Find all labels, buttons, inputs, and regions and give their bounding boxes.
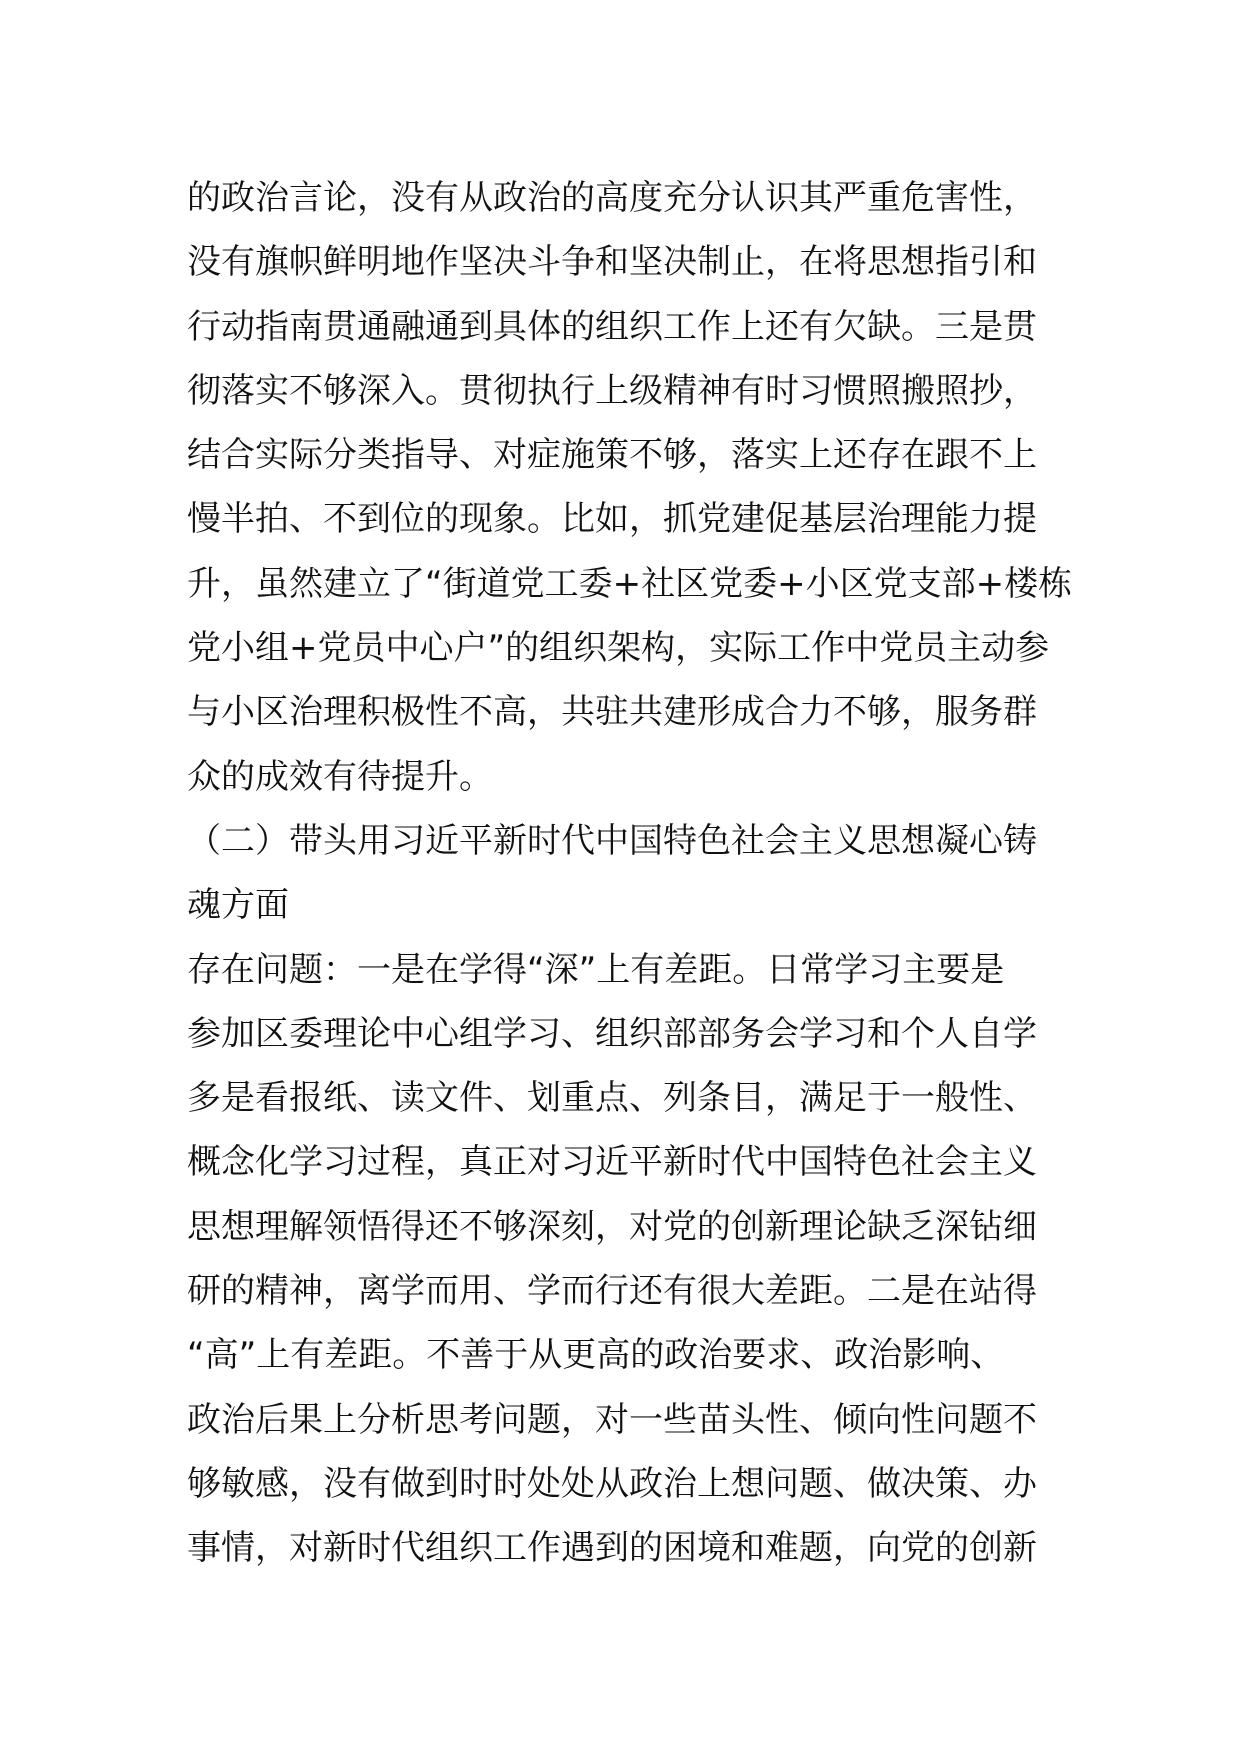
text-line: 升，虽然建立了“街道党工委+社区党委+小区党支部+楼栋 — [187, 563, 1073, 604]
text-line: 参加区委理论中心组学习、组织部部务会学习和个人自学 — [187, 1013, 1037, 1054]
text-line: “高”上有差距。不善于从更高的政治要求、政治影响、 — [187, 1335, 1005, 1376]
body-text — [187, 166, 1073, 1581]
text-line: 多是看报纸、读文件、划重点、列条目，满足于一般性、 — [187, 1078, 1037, 1119]
section-heading-line: 魂方面 — [187, 885, 289, 926]
text-line: 的政治言论，没有从政治的高度充分认识其严重危害性， — [187, 178, 1037, 218]
text-line: 研的精神，离学而用、学而行还有很大差距。二是在站得 — [187, 1271, 1037, 1312]
text-line: 存在问题：一是在学得“深”上有差距。日常学习主要是 — [187, 949, 1005, 990]
text-line: 与小区治理积极性不高，共驻共建形成合力不够，服务群 — [187, 692, 1037, 733]
text-line: 没有旗帜鲜明地作坚决斗争和坚决制止，在将思想指引和 — [187, 242, 1037, 283]
text-line: 够敏感，没有做到时时处处从政治上想问题、做决策、办 — [187, 1463, 1037, 1504]
text-line: 事情，对新时代组织工作遇到的困境和难题，向党的创新 — [187, 1528, 1037, 1569]
text-line: 党小组+党员中心户”的组织架构，实际工作中党员主动参 — [187, 628, 1050, 669]
text-line: 概念化学习过程，真正对习近平新时代中国特色社会主义 — [187, 1142, 1037, 1183]
text-line: 彻落实不够深入。贯彻执行上级精神有时习惯照搬照抄， — [187, 370, 1037, 411]
text-line: 思想理解领悟得还不够深刻，对党的创新理论缺乏深钻细 — [187, 1206, 1037, 1247]
text-line: 众的成效有待提升。 — [187, 756, 493, 797]
text-line: 慢半拍、不到位的现象。比如，抓党建促基层治理能力提 — [187, 499, 1037, 540]
text-line: 行动指南贯通融通到具体的组织工作上还有欠缺。三是贯 — [187, 306, 1037, 347]
text-line: 政治后果上分析思考问题，对一些苗头性、倾向性问题不 — [187, 1399, 1037, 1440]
text-line: 结合实际分类指导、对症施策不够，落实上还存在跟不上 — [187, 435, 1037, 476]
section-heading-line: （二）带头用习近平新时代中国特色社会主义思想凝心铸 — [187, 820, 1037, 861]
